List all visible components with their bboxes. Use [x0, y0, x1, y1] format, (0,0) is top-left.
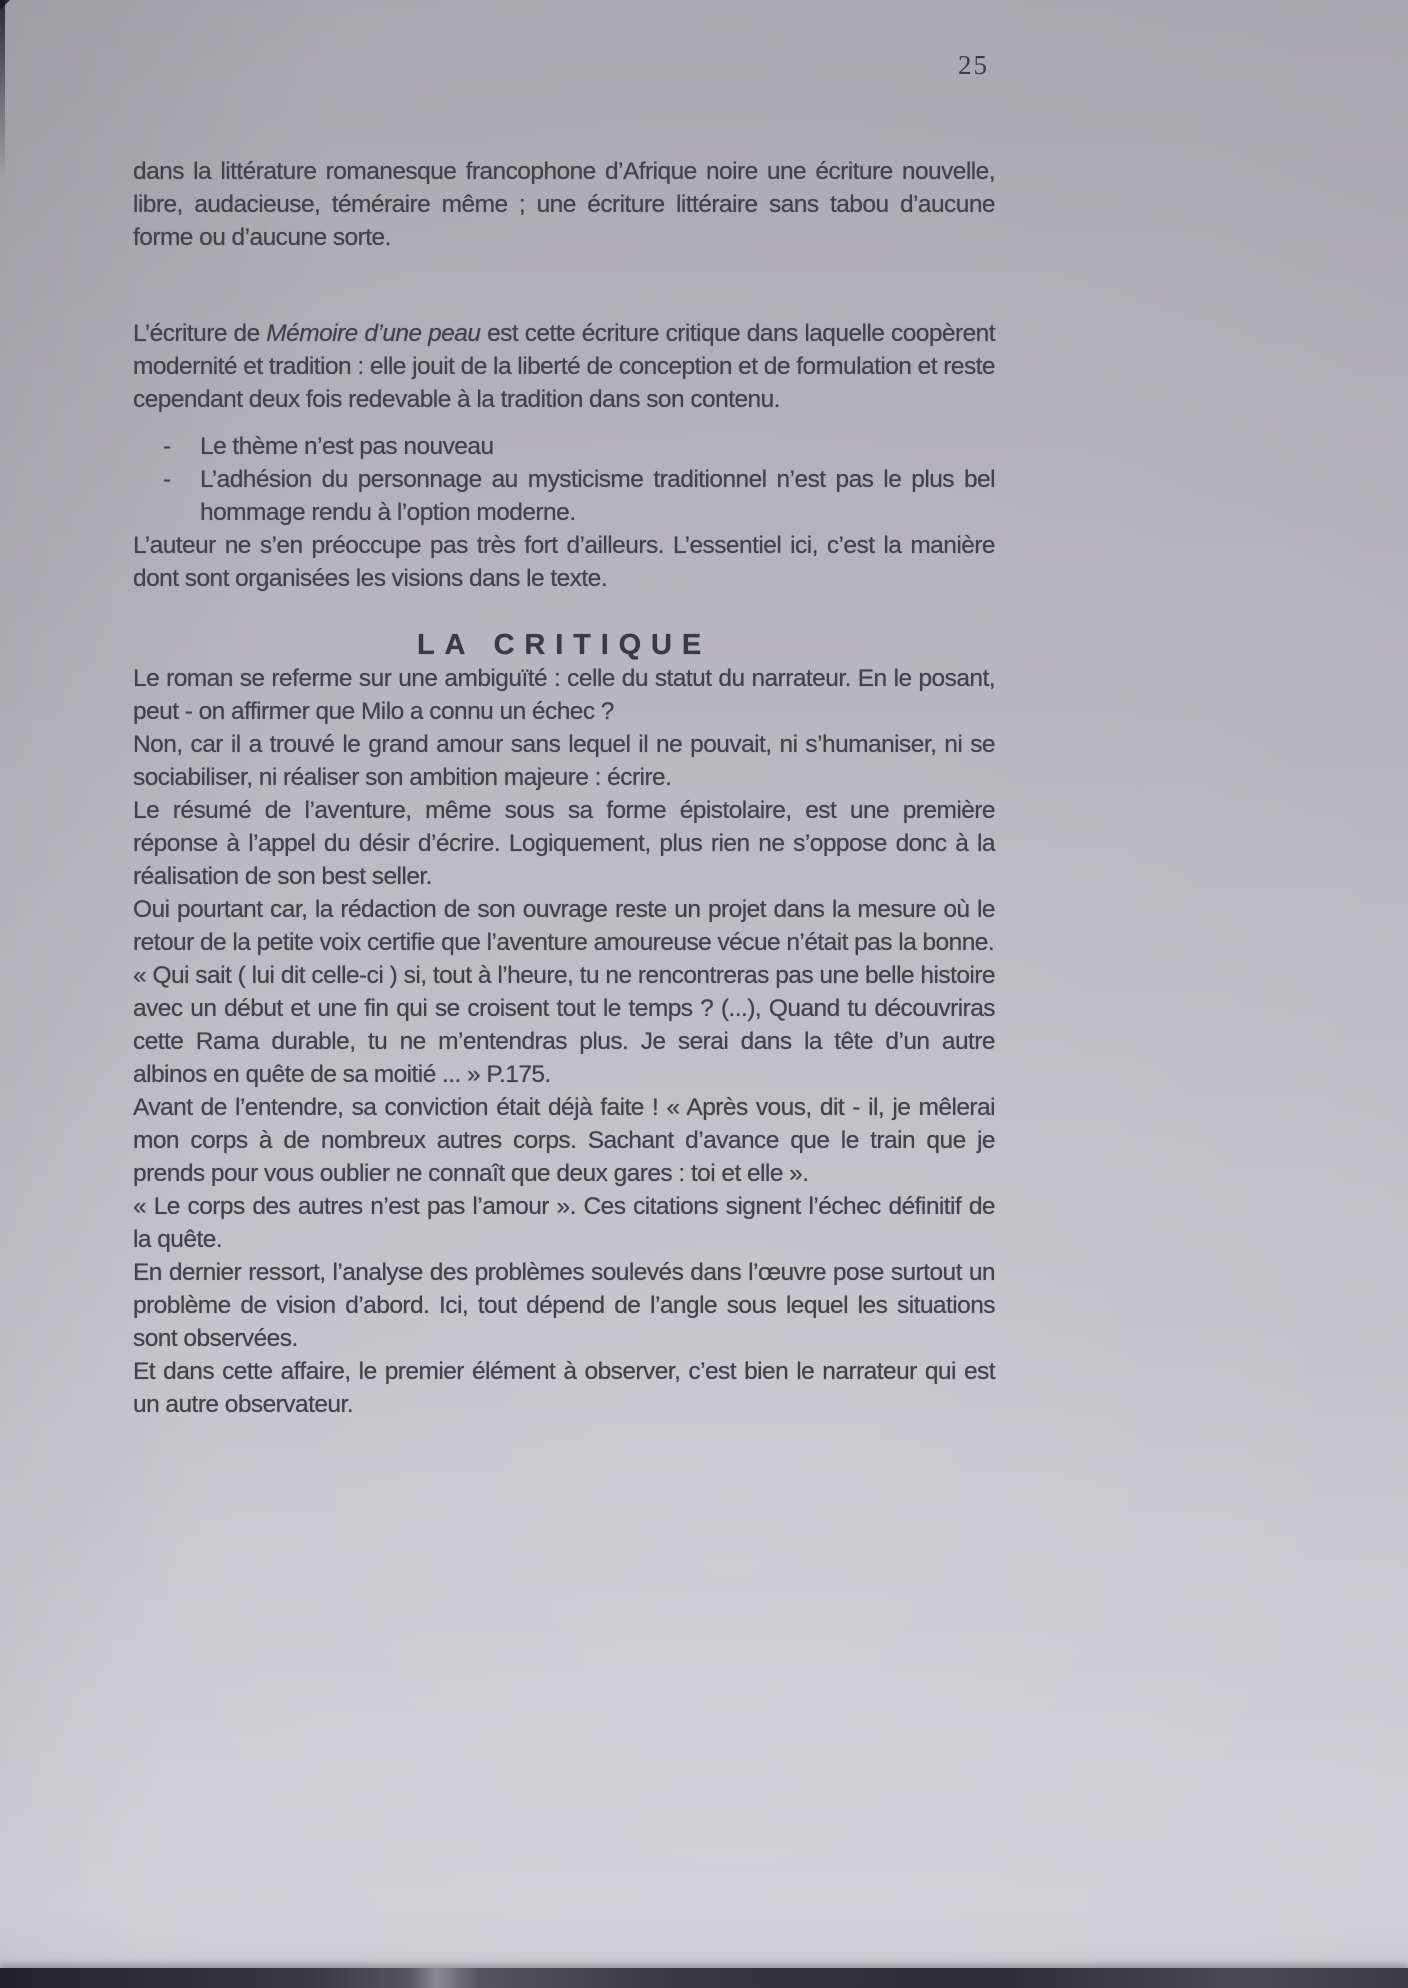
section-heading: LA CRITIQUE	[416, 629, 712, 661]
paragraph-oui-pourtant: Oui pourtant car, la rédaction de son ouvrage reste un projet dans la mesure où le retour de la petite voix certifie que l’aventure amoureuse vécue n’était pas la bonne.	[133, 896, 995, 956]
bullet-dash: -	[163, 433, 171, 460]
list-item	[133, 463, 995, 529]
bullet-text: Le thème n’est pas nouveau	[200, 433, 494, 460]
bullet-list	[133, 430, 995, 529]
paragraph-dernier-ressort: En dernier ressort, l’analyse des problèmes soulevés dans l’œuvre pose surtout un problème de vision d’abord. Ici, tout dépend de l’angle sous lequel les situations sont observées.	[133, 1259, 995, 1352]
paragraph-avant-entendre: Avant de l’entendre, sa conviction était déjà faite ! « Après vous, dit - il, je mêlerai mon corps à de nombreux autres corps. Sachant d’avance que le train que je prends pour vous oublier ne connaît que deux gares : toi et elle ».	[133, 1094, 995, 1187]
paragraph-cette-affaire: Et dans cette affaire, le premier élément à observer, c’est bien le narrateur qui est un autre observateur.	[133, 1358, 995, 1418]
bullet-text: L’adhésion du personnage au mysticisme traditionnel n’est pas le plus bel hommage rendu à l’option moderne.	[200, 466, 995, 526]
paragraph-resume: Le résumé de l’aventure, même sous sa forme épistolaire, est une première réponse à l’appel du désir d’écrire. Logiquement, plus rien ne s’oppose donc à la réalisation de son best seller.	[133, 797, 995, 890]
paragraph-text: L’écriture de	[133, 320, 267, 347]
paragraph-roman: Le roman se referme sur une ambiguïté : celle du statut du narrateur. En le posant, peut - on affirmer que Milo a connu un échec ?	[133, 665, 995, 725]
page-body	[133, 155, 995, 1421]
photo-bottom-edge	[0, 1968, 1408, 1988]
bullet-dash: -	[163, 466, 171, 493]
paragraph-auteur: L’auteur ne s’en préoccupe pas très fort d’ailleurs. L’essentiel ici, c’est la manière dont sont organisées les visions dans le texte.	[133, 532, 995, 592]
photo-left-edge-shadow	[0, 0, 5, 180]
paragraph-continuation: dans la littérature romanesque francophone d’Afrique noire une écriture nouvelle, libre, audacieuse, téméraire même ; une écriture littéraire sans tabou d’aucune forme ou d’aucune sorte.	[133, 158, 995, 251]
list-item	[133, 430, 995, 463]
paragraph-non-car: Non, car il a trouvé le grand amour sans lequel il ne pouvait, ni s’humaniser, ni se sociabiliser, ni réaliser son ambition majeure : écrire.	[133, 731, 995, 791]
paragraph-ecriture	[133, 317, 995, 416]
paragraph-text: est cette écriture critique dans laquelle coopèrent modernité et tradition : elle jouit de la liberté de conception et de formulation et reste cependant deux fois redevable à la tradition dans son contenu.	[133, 320, 996, 413]
paragraph-quote-qui-sait: « Qui sait ( lui dit celle-ci ) si, tout à l’heure, tu ne rencontreras pas une belle histoire avec un début et une fin qui se croisent tout le temps ? (...), Quand tu découvriras cette Rama durable, tu ne m’entendras plus. Je serai dans la tête d’un autre albinos en quête de sa moitié ... » P.175.	[133, 962, 995, 1088]
book-title: Mémoire d’une peau	[266, 320, 481, 347]
paragraph-corps-des-autres: « Le corps des autres n’est pas l’amour ». Ces citations signent l’échec définitif de la quête.	[133, 1193, 995, 1253]
page-number: 25	[958, 50, 989, 80]
